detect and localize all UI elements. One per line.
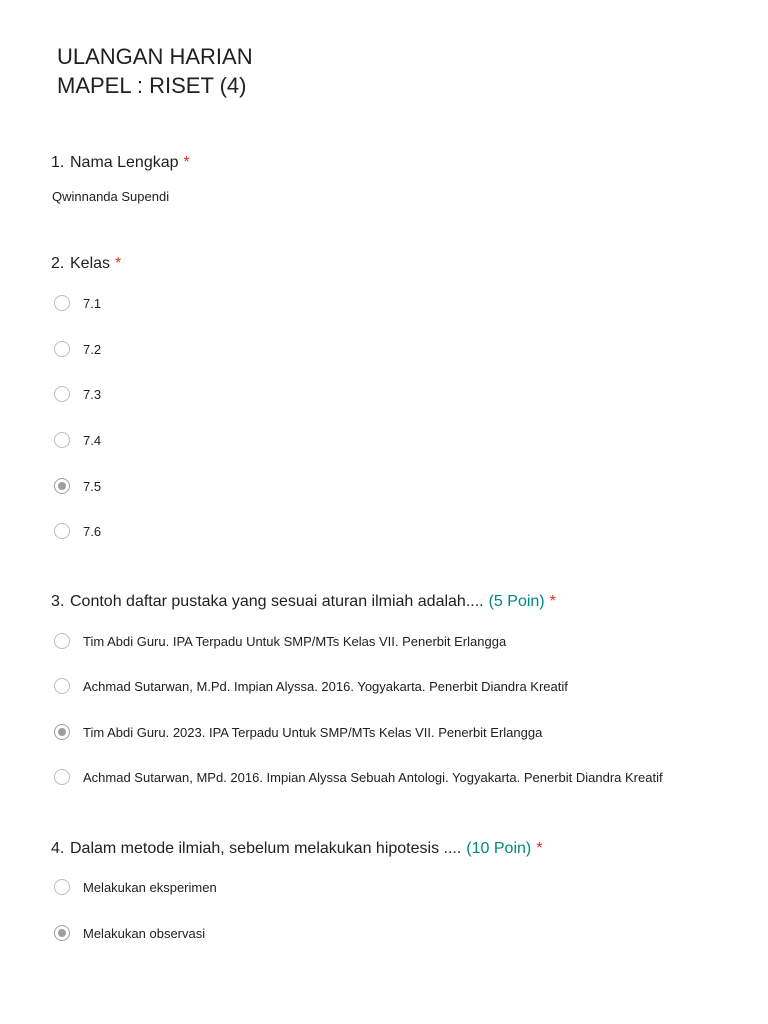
radio-button[interactable] <box>54 633 70 649</box>
option-label: Melakukan eksperimen <box>83 879 217 895</box>
option-label: Tim Abdi Guru. 2023. IPA Terpadu Untuk SMP/MTs Kelas VII. Penerbit Erlangga <box>83 724 543 740</box>
radio-button[interactable] <box>54 432 70 448</box>
question-3-daftar-pustaka <box>51 591 748 785</box>
question-2-header <box>51 253 748 275</box>
required-mark: * <box>183 154 190 171</box>
question-4-header <box>51 838 748 860</box>
option-label: Achmad Sutarwan, MPd. 2016. Impian Alyssa Sebuah Antologi. Yogyakarta. Penerbit Diandra Kreatif <box>83 769 663 785</box>
question-title: Kelas <box>70 255 111 272</box>
form-title <box>57 42 253 100</box>
points-label: (10 Poin) <box>466 840 532 857</box>
radio-button[interactable] <box>54 925 70 941</box>
question-1-header <box>51 152 748 174</box>
radio-button[interactable] <box>54 879 70 895</box>
points-label: (5 Poin) <box>488 593 545 610</box>
option-label: 7.2 <box>83 341 102 357</box>
option-label: Melakukan observasi <box>83 925 206 941</box>
radio-button[interactable] <box>54 295 70 311</box>
answer-nama-lengkap[interactable]: Qwinnanda Supendi <box>52 189 170 204</box>
radio-button[interactable] <box>54 523 70 539</box>
option-label: 7.5 <box>83 478 102 494</box>
question-3-header <box>51 591 748 613</box>
radio-button[interactable] <box>54 724 70 740</box>
required-mark: * <box>549 593 556 610</box>
question-number: 1. <box>51 154 65 171</box>
question-2-kelas <box>51 253 748 539</box>
form-title-line-1: ULANGAN HARIAN <box>57 44 253 69</box>
form-title-line-2: MAPEL : RISET (4) <box>57 73 247 98</box>
question-4-metode-ilmiah <box>51 838 748 941</box>
option-label: 7.6 <box>83 523 102 539</box>
radio-button[interactable] <box>54 341 70 357</box>
required-mark: * <box>536 840 543 857</box>
option-label: 7.4 <box>83 432 102 448</box>
question-1-nama-lengkap <box>51 152 748 204</box>
question-number: 3. <box>51 593 65 610</box>
question-number: 2. <box>51 255 65 272</box>
question-title: Dalam metode ilmiah, sebelum melakukan hipotesis .... <box>70 840 462 857</box>
required-mark: * <box>115 255 122 272</box>
radio-button[interactable] <box>54 678 70 694</box>
question-title: Nama Lengkap <box>70 154 179 171</box>
question-number: 4. <box>51 840 65 857</box>
option-label: 7.1 <box>83 295 102 311</box>
radio-button[interactable] <box>54 386 70 402</box>
option-label: 7.3 <box>83 386 102 402</box>
radio-button[interactable] <box>54 478 70 494</box>
option-label: Tim Abdi Guru. IPA Terpadu Untuk SMP/MTs Kelas VII. Penerbit Erlangga <box>83 633 507 649</box>
question-title: Contoh daftar pustaka yang sesuai aturan ilmiah adalah.... <box>70 593 484 610</box>
radio-button[interactable] <box>54 769 70 785</box>
option-label: Achmad Sutarwan, M.Pd. Impian Alyssa. 2016. Yogyakarta. Penerbit Diandra Kreatif <box>83 678 568 694</box>
